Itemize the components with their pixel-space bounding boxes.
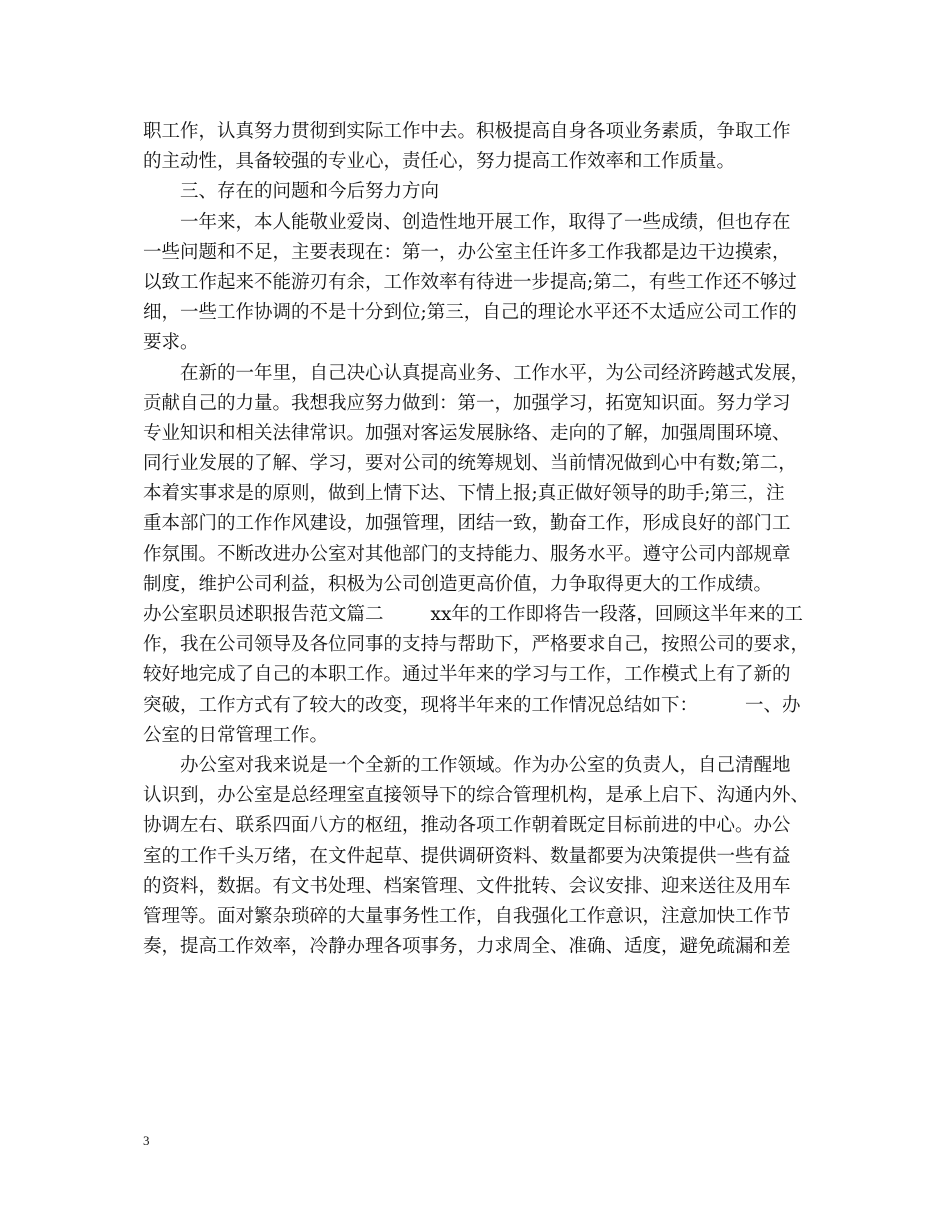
text-line: 较好地完成了自己的本职工作。通过半年来的学习与工作，工作模式上有了新的 [143,664,791,686]
text-line: 三、存在的问题和今后努力方向 [180,181,440,203]
text-line: 认识到，办公室是总经理室直接领导下的综合管理机构，是承上启下、沟通内外、 [143,785,810,807]
text-line: 细，一些工作协调的不是十分到位;第三，自己的理论水平还不太适应公司工作的 [143,302,797,324]
text-line: 本着实事求是的原则，做到上情下达、下情上报;真正做好领导的助手;第三，注 [143,483,785,505]
text-line: 贡献自己的力量。我想我应努力做到：第一，加强学习，拓宽知识面。努力学习 [143,392,791,414]
text-line: 一些问题和不足，主要表现在：第一，办公室主任许多工作我都是边干边摸索， [143,241,791,263]
document-body [143,117,823,962]
text-line: 的资料，数据。有文书处理、档案管理、文件批转、会议安排、迎来送往及用车 [143,875,791,897]
text-line: 管理等。面对繁杂琐碎的大量事务性工作，自我强化工作意识，注意加快工作节 [143,905,791,927]
text-line: 以致工作起来不能游刃有余，工作效率有待进一步提高;第二，有些工作还不够过 [143,271,797,293]
text-line: 室的工作千头万绪，在文件起草、提供调研资料、数量都要为决策提供一些有益 [143,845,791,867]
text-line: 职工作，认真努力贯彻到实际工作中去。积极提高自身各项业务素质，争取工作 [143,121,791,142]
text-line: 作，我在公司领导及各位同事的支持与帮助下，严格要求自己，按照公司的要求， [143,634,810,656]
text-line: 的主动性，具备较强的专业心，责任心，努力提高工作效率和工作质量。 [143,151,736,173]
text-line: 一年来，本人能敬业爱岗、创造性地开展工作，取得了一些成绩，但也存在 [180,211,791,233]
text-line: 突破，工作方式有了较大的改变，现将半年来的工作情况总结如下： 一、办 [143,694,801,716]
text-line: 奏，提高工作效率，冷静办理各项事务，力求周全、准确、适度，避免疏漏和差 [143,936,791,958]
text-line: 重本部门的工作作风建设，加强管理，团结一致，勤奋工作，形成良好的部门工 [143,513,791,535]
text-line: 公室的日常管理工作。 [143,724,329,746]
text-line: 同行业发展的了解、学习，要对公司的统筹规划、当前情况做到心中有数;第二， [143,453,797,475]
text-line: 制度，维护公司利益，积极为公司创造更高价值，力争取得更大的工作成绩。 [143,573,773,595]
page-number: 3 [143,1133,150,1148]
text-line: 办公室对我来说是一个全新的工作领域。作为办公室的负责人，自己清醒地 [180,754,791,776]
text-line: 专业知识和相关法律常识。加强对客运发展脉络、走向的了解，加强周围环境、 [143,422,791,444]
text-line: 办公室职员述职报告范文篇二 xx年的工作即将告一段落，回顾这半年来的工 [143,604,803,625]
text-line: 作氛围。不断改进办公室对其他部门的支持能力、服务水平。遵守公司内部规章 [143,543,791,565]
text-line: 要求。 [143,332,199,354]
text-line: 协调左右、联系四面八方的枢纽，推动各项工作朝着既定目标前进的中心。办公 [143,815,791,837]
text-line: 在新的一年里，自己决心认真提高业务、工作水平，为公司经济跨越式发展， [180,362,810,384]
